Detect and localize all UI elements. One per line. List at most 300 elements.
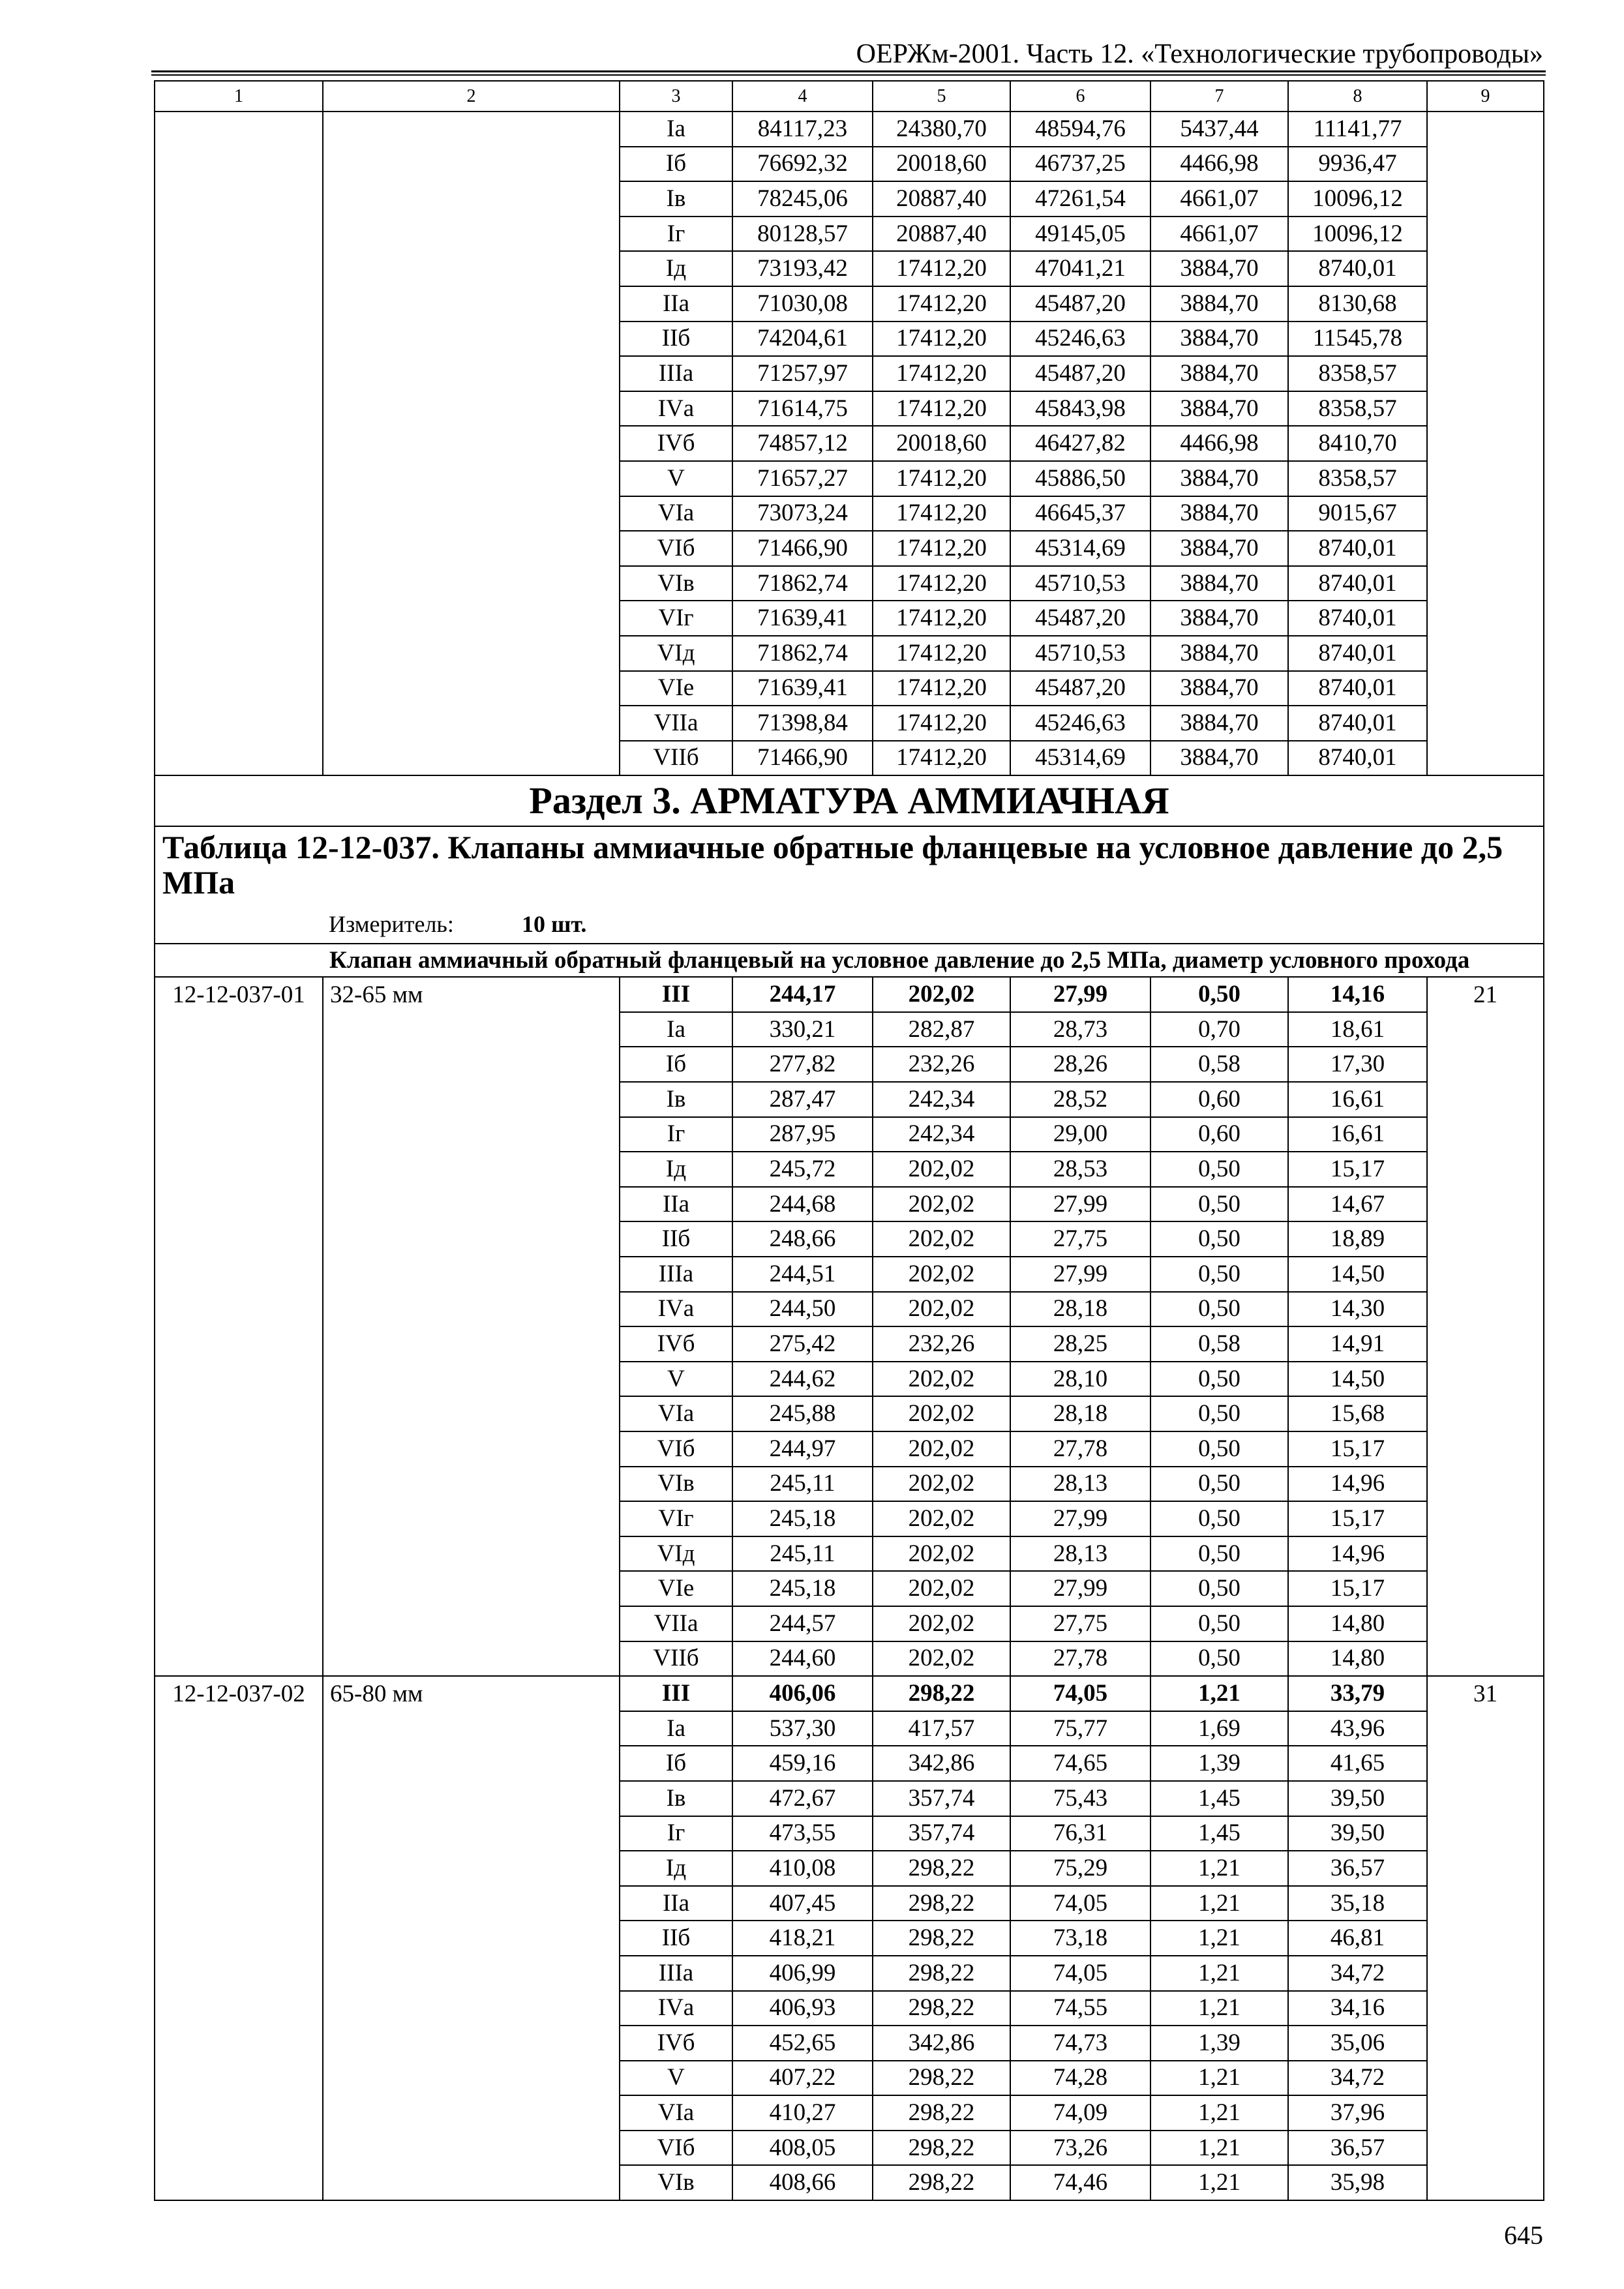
column-8-value: 8358,57 xyxy=(1288,461,1427,496)
column-7-value: 3884,70 xyxy=(1150,496,1288,531)
column-4-value: 287,47 xyxy=(732,1082,873,1117)
column-7-value: 3884,70 xyxy=(1150,671,1288,706)
column-4-value: 407,45 xyxy=(732,1886,873,1921)
zone-cell: Iа xyxy=(620,112,732,147)
zone-cell: VIб xyxy=(620,2131,732,2166)
column-4-value: 76692,32 xyxy=(732,147,873,182)
zone-cell: VIе xyxy=(620,1571,732,1606)
column-number: 5 xyxy=(873,81,1010,112)
column-8-value: 17,30 xyxy=(1288,1047,1427,1082)
zone-cell: VIб xyxy=(620,531,732,566)
column-7-value: 1,21 xyxy=(1150,2165,1288,2200)
column-8-value: 9015,67 xyxy=(1288,496,1427,531)
column-7-value: 3884,70 xyxy=(1150,322,1288,357)
column-5-value: 202,02 xyxy=(873,1362,1010,1397)
column-6-value: 45246,63 xyxy=(1010,706,1150,741)
column-8-value: 35,06 xyxy=(1288,2026,1427,2061)
zone-cell: VIIб xyxy=(620,741,732,776)
zone-cell: Iд xyxy=(620,1152,732,1187)
position-code-cell: 12-12-037-02 xyxy=(155,1676,323,2200)
column-8-value: 8410,70 xyxy=(1288,426,1427,461)
column-4-value: 472,67 xyxy=(732,1781,873,1816)
column-8-value: 11545,78 xyxy=(1288,322,1427,357)
column-5-value: 17412,20 xyxy=(873,391,1010,426)
column-5-value: 24380,70 xyxy=(873,112,1010,147)
zone-cell: IVб xyxy=(620,1326,732,1362)
zone-cell: Iв xyxy=(620,181,732,217)
column-8-value: 14,50 xyxy=(1288,1362,1427,1397)
column-8-value: 9936,47 xyxy=(1288,147,1427,182)
column-6-value: 46737,25 xyxy=(1010,147,1150,182)
subheading-row xyxy=(155,944,1544,977)
column-6-value: 46645,37 xyxy=(1010,496,1150,531)
column-7-value: 4466,98 xyxy=(1150,147,1288,182)
column-6-value: 74,05 xyxy=(1010,1676,1150,1711)
column-8-value: 14,91 xyxy=(1288,1326,1427,1362)
column-6-value: 45246,63 xyxy=(1010,322,1150,357)
column-4-value: 71614,75 xyxy=(732,391,873,426)
column-8-value: 14,96 xyxy=(1288,1467,1427,1502)
column-number: 2 xyxy=(323,81,620,112)
column-4-value: 71639,41 xyxy=(732,671,873,706)
column-4-value: 71398,84 xyxy=(732,706,873,741)
column-4-value: 287,95 xyxy=(732,1117,873,1152)
column-4-value: 71657,27 xyxy=(732,461,873,496)
continued-table-body xyxy=(155,112,1544,775)
column-7-value: 1,21 xyxy=(1150,1851,1288,1886)
column-6-value: 73,18 xyxy=(1010,1921,1150,1956)
column-5-value: 202,02 xyxy=(873,1501,1010,1536)
column-7-value: 0,50 xyxy=(1150,1221,1288,1257)
column-5-value: 202,02 xyxy=(873,1641,1010,1677)
column-8-value: 8740,01 xyxy=(1288,566,1427,601)
column-number: 6 xyxy=(1010,81,1150,112)
column-8-value: 8740,01 xyxy=(1288,671,1427,706)
column-9-cell xyxy=(1427,112,1544,775)
column-5-value: 202,02 xyxy=(873,1292,1010,1327)
column-7-value: 1,21 xyxy=(1150,2061,1288,2096)
column-7-value: 3884,70 xyxy=(1150,251,1288,286)
column-4-value: 71257,97 xyxy=(732,356,873,391)
column-6-value: 75,77 xyxy=(1010,1711,1150,1746)
zone-cell: IIб xyxy=(620,1221,732,1257)
column-5-value: 342,86 xyxy=(873,2026,1010,2061)
column-8-value: 14,80 xyxy=(1288,1641,1427,1677)
column-7-value: 0,50 xyxy=(1150,1257,1288,1292)
column-4-value: 71862,74 xyxy=(732,636,873,671)
column-7-value: 1,45 xyxy=(1150,1816,1288,1851)
column-8-value: 14,50 xyxy=(1288,1257,1427,1292)
column-6-value: 76,31 xyxy=(1010,1816,1150,1851)
table-title: Таблица 12-12-037. Клапаны аммиачные обратные фланцевые на условное давление до 2,5 МПа xyxy=(162,829,1503,901)
zone-cell: Iа xyxy=(620,1012,732,1047)
column-4-value: 537,30 xyxy=(732,1711,873,1746)
column-8-value: 36,57 xyxy=(1288,2131,1427,2166)
column-4-value: 245,18 xyxy=(732,1571,873,1606)
column-6-value: 74,28 xyxy=(1010,2061,1150,2096)
column-7-value: 0,50 xyxy=(1150,1431,1288,1467)
column-7-value: 3884,70 xyxy=(1150,286,1288,322)
column-5-value: 298,22 xyxy=(873,1991,1010,2026)
column-5-value: 298,22 xyxy=(873,2165,1010,2200)
column-8-value: 16,61 xyxy=(1288,1117,1427,1152)
column-6-value: 45314,69 xyxy=(1010,531,1150,566)
column-4-value: 71862,74 xyxy=(732,566,873,601)
column-7-value: 3884,70 xyxy=(1150,391,1288,426)
column-5-value: 232,26 xyxy=(873,1326,1010,1362)
column-6-value: 45487,20 xyxy=(1010,601,1150,636)
column-6-value: 74,09 xyxy=(1010,2095,1150,2131)
column-number-row xyxy=(155,81,1544,112)
column-4-value: 408,66 xyxy=(732,2165,873,2200)
column-8-value: 35,18 xyxy=(1288,1886,1427,1921)
column-7-value: 0,50 xyxy=(1150,1536,1288,1572)
column-5-value: 17412,20 xyxy=(873,601,1010,636)
zone-cell: Iд xyxy=(620,1851,732,1886)
column-5-value: 357,74 xyxy=(873,1816,1010,1851)
column-7-value: 1,21 xyxy=(1150,1991,1288,2026)
column-7-value: 0,50 xyxy=(1150,1292,1288,1327)
column-4-value: 74857,12 xyxy=(732,426,873,461)
zone-cell: IVа xyxy=(620,1991,732,2026)
column-4-value: 71639,41 xyxy=(732,601,873,636)
column-7-value: 1,21 xyxy=(1150,1956,1288,1991)
column-6-value: 27,78 xyxy=(1010,1641,1150,1677)
zone-cell: VIб xyxy=(620,1431,732,1467)
table-subheading: Клапан аммиачный обратный фланцевый на условное давление до 2,5 МПа, диаметр условного прохода xyxy=(155,944,1544,977)
zone-cell: Iв xyxy=(620,1082,732,1117)
column-8-value: 10096,12 xyxy=(1288,181,1427,217)
column-5-value: 202,02 xyxy=(873,1571,1010,1606)
column-4-value: 410,27 xyxy=(732,2095,873,2131)
column-7-value: 3884,70 xyxy=(1150,601,1288,636)
column-8-value: 15,17 xyxy=(1288,1571,1427,1606)
column-6-value: 74,73 xyxy=(1010,2026,1150,2061)
zone-cell: V xyxy=(620,461,732,496)
zone-cell: V xyxy=(620,1362,732,1397)
column-5-value: 202,02 xyxy=(873,1257,1010,1292)
column-4-value: 245,72 xyxy=(732,1152,873,1187)
column-5-value: 20887,40 xyxy=(873,217,1010,252)
column-7-value: 0,50 xyxy=(1150,1362,1288,1397)
column-7-value: 0,60 xyxy=(1150,1117,1288,1152)
zone-cell: Iв xyxy=(620,1781,732,1816)
column-5-value: 298,22 xyxy=(873,2095,1010,2131)
column-6-value: 28,13 xyxy=(1010,1536,1150,1572)
zone-cell: IIб xyxy=(620,1921,732,1956)
column-5-value: 298,22 xyxy=(873,1851,1010,1886)
column-5-value: 20018,60 xyxy=(873,426,1010,461)
column-9-cell: 31 xyxy=(1427,1676,1544,2200)
column-6-value: 45843,98 xyxy=(1010,391,1150,426)
column-7-value: 4466,98 xyxy=(1150,426,1288,461)
column-6-value: 45314,69 xyxy=(1010,741,1150,776)
column-6-value: 47041,21 xyxy=(1010,251,1150,286)
column-4-value: 418,21 xyxy=(732,1921,873,1956)
column-8-value: 39,50 xyxy=(1288,1781,1427,1816)
zone-cell: IIа xyxy=(620,1187,732,1222)
zone-cell: IIIа xyxy=(620,1956,732,1991)
column-6-value: 74,55 xyxy=(1010,1991,1150,2026)
running-title: ОЕРЖм-2001. Часть 12. «Технологические трубопроводы» xyxy=(856,39,1543,69)
column-5-value: 17412,20 xyxy=(873,322,1010,357)
column-4-value: 80128,57 xyxy=(732,217,873,252)
position-name-cell: 65-80 мм xyxy=(323,1676,620,2200)
zone-cell: VIв xyxy=(620,2165,732,2200)
column-6-value: 28,52 xyxy=(1010,1082,1150,1117)
column-7-value: 3884,70 xyxy=(1150,461,1288,496)
column-7-value: 0,50 xyxy=(1150,1501,1288,1536)
zone-cell: IVб xyxy=(620,426,732,461)
column-8-value: 8358,57 xyxy=(1288,391,1427,426)
table-title-row xyxy=(155,826,1544,944)
column-7-value: 3884,70 xyxy=(1150,636,1288,671)
column-7-value: 0,70 xyxy=(1150,1012,1288,1047)
column-4-value: 244,17 xyxy=(732,977,873,1012)
column-6-value: 45710,53 xyxy=(1010,566,1150,601)
column-7-value: 3884,70 xyxy=(1150,356,1288,391)
zone-cell: III xyxy=(620,1676,732,1711)
column-4-value: 84117,23 xyxy=(732,112,873,147)
zone-cell: IVа xyxy=(620,391,732,426)
column-7-value: 1,21 xyxy=(1150,2095,1288,2131)
zone-cell: VIг xyxy=(620,601,732,636)
zone-cell: Iб xyxy=(620,1746,732,1781)
column-7-value: 3884,70 xyxy=(1150,531,1288,566)
column-number: 3 xyxy=(620,81,732,112)
zone-cell: VIг xyxy=(620,1501,732,1536)
zone-cell: Iд xyxy=(620,251,732,286)
column-5-value: 282,87 xyxy=(873,1012,1010,1047)
column-5-value: 298,22 xyxy=(873,1956,1010,1991)
column-5-value: 17412,20 xyxy=(873,706,1010,741)
column-5-value: 202,02 xyxy=(873,1396,1010,1431)
column-6-value: 28,18 xyxy=(1010,1396,1150,1431)
column-8-value: 16,61 xyxy=(1288,1082,1427,1117)
zone-cell: VIIб xyxy=(620,1641,732,1677)
column-4-value: 71466,90 xyxy=(732,741,873,776)
zone-cell: VIд xyxy=(620,636,732,671)
column-5-value: 202,02 xyxy=(873,1467,1010,1502)
column-7-value: 0,50 xyxy=(1150,1606,1288,1641)
zone-cell: VIIа xyxy=(620,1606,732,1641)
column-8-value: 15,17 xyxy=(1288,1501,1427,1536)
column-4-value: 248,66 xyxy=(732,1221,873,1257)
column-8-value: 8130,68 xyxy=(1288,286,1427,322)
column-4-value: 244,50 xyxy=(732,1292,873,1327)
column-6-value: 27,99 xyxy=(1010,1187,1150,1222)
column-9-cell: 21 xyxy=(1427,977,1544,1676)
position-name-cell: 32-65 мм xyxy=(323,977,620,1676)
column-4-value: 73193,42 xyxy=(732,251,873,286)
column-5-value: 298,22 xyxy=(873,1676,1010,1711)
column-4-value: 245,18 xyxy=(732,1501,873,1536)
section-row xyxy=(155,775,1544,826)
column-4-value: 245,11 xyxy=(732,1536,873,1572)
measure-value: 10 шт. xyxy=(522,911,587,938)
column-8-value: 8740,01 xyxy=(1288,636,1427,671)
column-5-value: 298,22 xyxy=(873,2131,1010,2166)
column-5-value: 298,22 xyxy=(873,1921,1010,1956)
column-8-value: 8358,57 xyxy=(1288,356,1427,391)
column-6-value: 27,75 xyxy=(1010,1606,1150,1641)
column-6-value: 45886,50 xyxy=(1010,461,1150,496)
zone-cell: Iа xyxy=(620,1711,732,1746)
column-6-value: 74,05 xyxy=(1010,1956,1150,1991)
column-4-value: 410,08 xyxy=(732,1851,873,1886)
zone-cell: VIв xyxy=(620,1467,732,1502)
column-8-value: 15,17 xyxy=(1288,1431,1427,1467)
column-number: 9 xyxy=(1427,81,1544,112)
column-6-value: 74,65 xyxy=(1010,1746,1150,1781)
section-header-block xyxy=(155,775,1544,977)
zone-cell: Iб xyxy=(620,147,732,182)
column-8-value: 35,98 xyxy=(1288,2165,1427,2200)
column-7-value: 1,21 xyxy=(1150,1886,1288,1921)
column-6-value: 28,25 xyxy=(1010,1326,1150,1362)
zone-cell: Iг xyxy=(620,217,732,252)
column-5-value: 242,34 xyxy=(873,1117,1010,1152)
column-5-value: 20018,60 xyxy=(873,147,1010,182)
column-6-value: 45487,20 xyxy=(1010,671,1150,706)
column-7-value: 5437,44 xyxy=(1150,112,1288,147)
column-7-value: 1,69 xyxy=(1150,1711,1288,1746)
column-4-value: 78245,06 xyxy=(732,181,873,217)
column-5-value: 17412,20 xyxy=(873,496,1010,531)
column-8-value: 14,96 xyxy=(1288,1536,1427,1572)
items-table-body xyxy=(155,977,1544,2200)
column-5-value: 17412,20 xyxy=(873,741,1010,776)
column-number: 8 xyxy=(1288,81,1427,112)
column-4-value: 452,65 xyxy=(732,2026,873,2061)
column-7-value: 0,50 xyxy=(1150,1467,1288,1502)
column-7-value: 3884,70 xyxy=(1150,566,1288,601)
column-8-value: 36,57 xyxy=(1288,1851,1427,1886)
column-5-value: 298,22 xyxy=(873,1886,1010,1921)
column-5-value: 20887,40 xyxy=(873,181,1010,217)
column-8-value: 10096,12 xyxy=(1288,217,1427,252)
column-7-value: 0,50 xyxy=(1150,1571,1288,1606)
column-4-value: 244,51 xyxy=(732,1257,873,1292)
column-6-value: 28,18 xyxy=(1010,1292,1150,1327)
column-7-value: 0,60 xyxy=(1150,1082,1288,1117)
column-4-value: 71030,08 xyxy=(732,286,873,322)
estimate-table xyxy=(154,80,1544,2201)
column-4-value: 244,97 xyxy=(732,1431,873,1467)
zone-cell: Iб xyxy=(620,1047,732,1082)
column-4-value: 408,05 xyxy=(732,2131,873,2166)
column-7-value: 0,58 xyxy=(1150,1326,1288,1362)
column-8-value: 33,79 xyxy=(1288,1676,1427,1711)
column-4-value: 473,55 xyxy=(732,1816,873,1851)
column-7-value: 0,50 xyxy=(1150,1641,1288,1677)
column-6-value: 49145,05 xyxy=(1010,217,1150,252)
column-5-value: 202,02 xyxy=(873,977,1010,1012)
zone-cell: IIб xyxy=(620,322,732,357)
column-4-value: 275,42 xyxy=(732,1326,873,1362)
column-5-value: 242,34 xyxy=(873,1082,1010,1117)
base-price-row xyxy=(155,1676,1544,1711)
column-5-value: 232,26 xyxy=(873,1047,1010,1082)
column-8-value: 8740,01 xyxy=(1288,251,1427,286)
column-5-value: 357,74 xyxy=(873,1781,1010,1816)
column-5-value: 298,22 xyxy=(873,2061,1010,2096)
column-8-value: 18,61 xyxy=(1288,1012,1427,1047)
column-4-value: 406,99 xyxy=(732,1956,873,1991)
zone-cell: IIа xyxy=(620,1886,732,1921)
column-5-value: 342,86 xyxy=(873,1746,1010,1781)
column-5-value: 202,02 xyxy=(873,1152,1010,1187)
zone-cell: IVа xyxy=(620,1292,732,1327)
column-number: 1 xyxy=(155,81,323,112)
column-7-value: 0,58 xyxy=(1150,1047,1288,1082)
zone-cell: VIа xyxy=(620,496,732,531)
column-4-value: 245,11 xyxy=(732,1467,873,1502)
column-6-value: 28,53 xyxy=(1010,1152,1150,1187)
column-5-value: 17412,20 xyxy=(873,671,1010,706)
column-5-value: 17412,20 xyxy=(873,461,1010,496)
column-7-value: 4661,07 xyxy=(1150,181,1288,217)
column-7-value: 3884,70 xyxy=(1150,706,1288,741)
column-number: 7 xyxy=(1150,81,1288,112)
column-5-value: 417,57 xyxy=(873,1711,1010,1746)
column-6-value: 29,00 xyxy=(1010,1117,1150,1152)
column-5-value: 17412,20 xyxy=(873,286,1010,322)
zone-cell: IIIа xyxy=(620,356,732,391)
zone-cell: VIIа xyxy=(620,706,732,741)
position-code-cell xyxy=(155,112,323,775)
column-8-value: 41,65 xyxy=(1288,1746,1427,1781)
zone-cell: IVб xyxy=(620,2026,732,2061)
column-8-value: 11141,77 xyxy=(1288,112,1427,147)
column-8-value: 46,81 xyxy=(1288,1921,1427,1956)
section-title: Раздел 3. АРМАТУРА АММИАЧНАЯ xyxy=(155,775,1544,826)
column-4-value: 244,68 xyxy=(732,1187,873,1222)
column-8-value: 14,16 xyxy=(1288,977,1427,1012)
column-6-value: 73,26 xyxy=(1010,2131,1150,2166)
column-4-value: 245,88 xyxy=(732,1396,873,1431)
column-6-value: 28,73 xyxy=(1010,1012,1150,1047)
column-6-value: 75,43 xyxy=(1010,1781,1150,1816)
column-8-value: 14,67 xyxy=(1288,1187,1427,1222)
column-8-value: 14,80 xyxy=(1288,1606,1427,1641)
column-8-value: 14,30 xyxy=(1288,1292,1427,1327)
column-6-value: 27,99 xyxy=(1010,1257,1150,1292)
column-8-value: 8740,01 xyxy=(1288,706,1427,741)
zone-cell: VIе xyxy=(620,671,732,706)
measure-label: Измеритель: xyxy=(329,911,454,938)
column-8-value: 8740,01 xyxy=(1288,531,1427,566)
measure-line xyxy=(162,910,1538,938)
zone-cell: IIIа xyxy=(620,1257,732,1292)
column-6-value: 27,99 xyxy=(1010,1501,1150,1536)
zone-cell: VIд xyxy=(620,1536,732,1572)
column-6-value: 27,75 xyxy=(1010,1221,1150,1257)
column-7-value: 4661,07 xyxy=(1150,217,1288,252)
column-7-value: 1,21 xyxy=(1150,1921,1288,1956)
column-8-value: 43,96 xyxy=(1288,1711,1427,1746)
zone-cell: Iг xyxy=(620,1117,732,1152)
column-4-value: 330,21 xyxy=(732,1012,873,1047)
column-4-value: 406,06 xyxy=(732,1676,873,1711)
zone-cell: V xyxy=(620,2061,732,2096)
column-7-value: 1,39 xyxy=(1150,2026,1288,2061)
column-6-value: 28,13 xyxy=(1010,1467,1150,1502)
column-8-value: 18,89 xyxy=(1288,1221,1427,1257)
column-6-value: 27,99 xyxy=(1010,1571,1150,1606)
column-5-value: 17412,20 xyxy=(873,566,1010,601)
column-8-value: 15,17 xyxy=(1288,1152,1427,1187)
